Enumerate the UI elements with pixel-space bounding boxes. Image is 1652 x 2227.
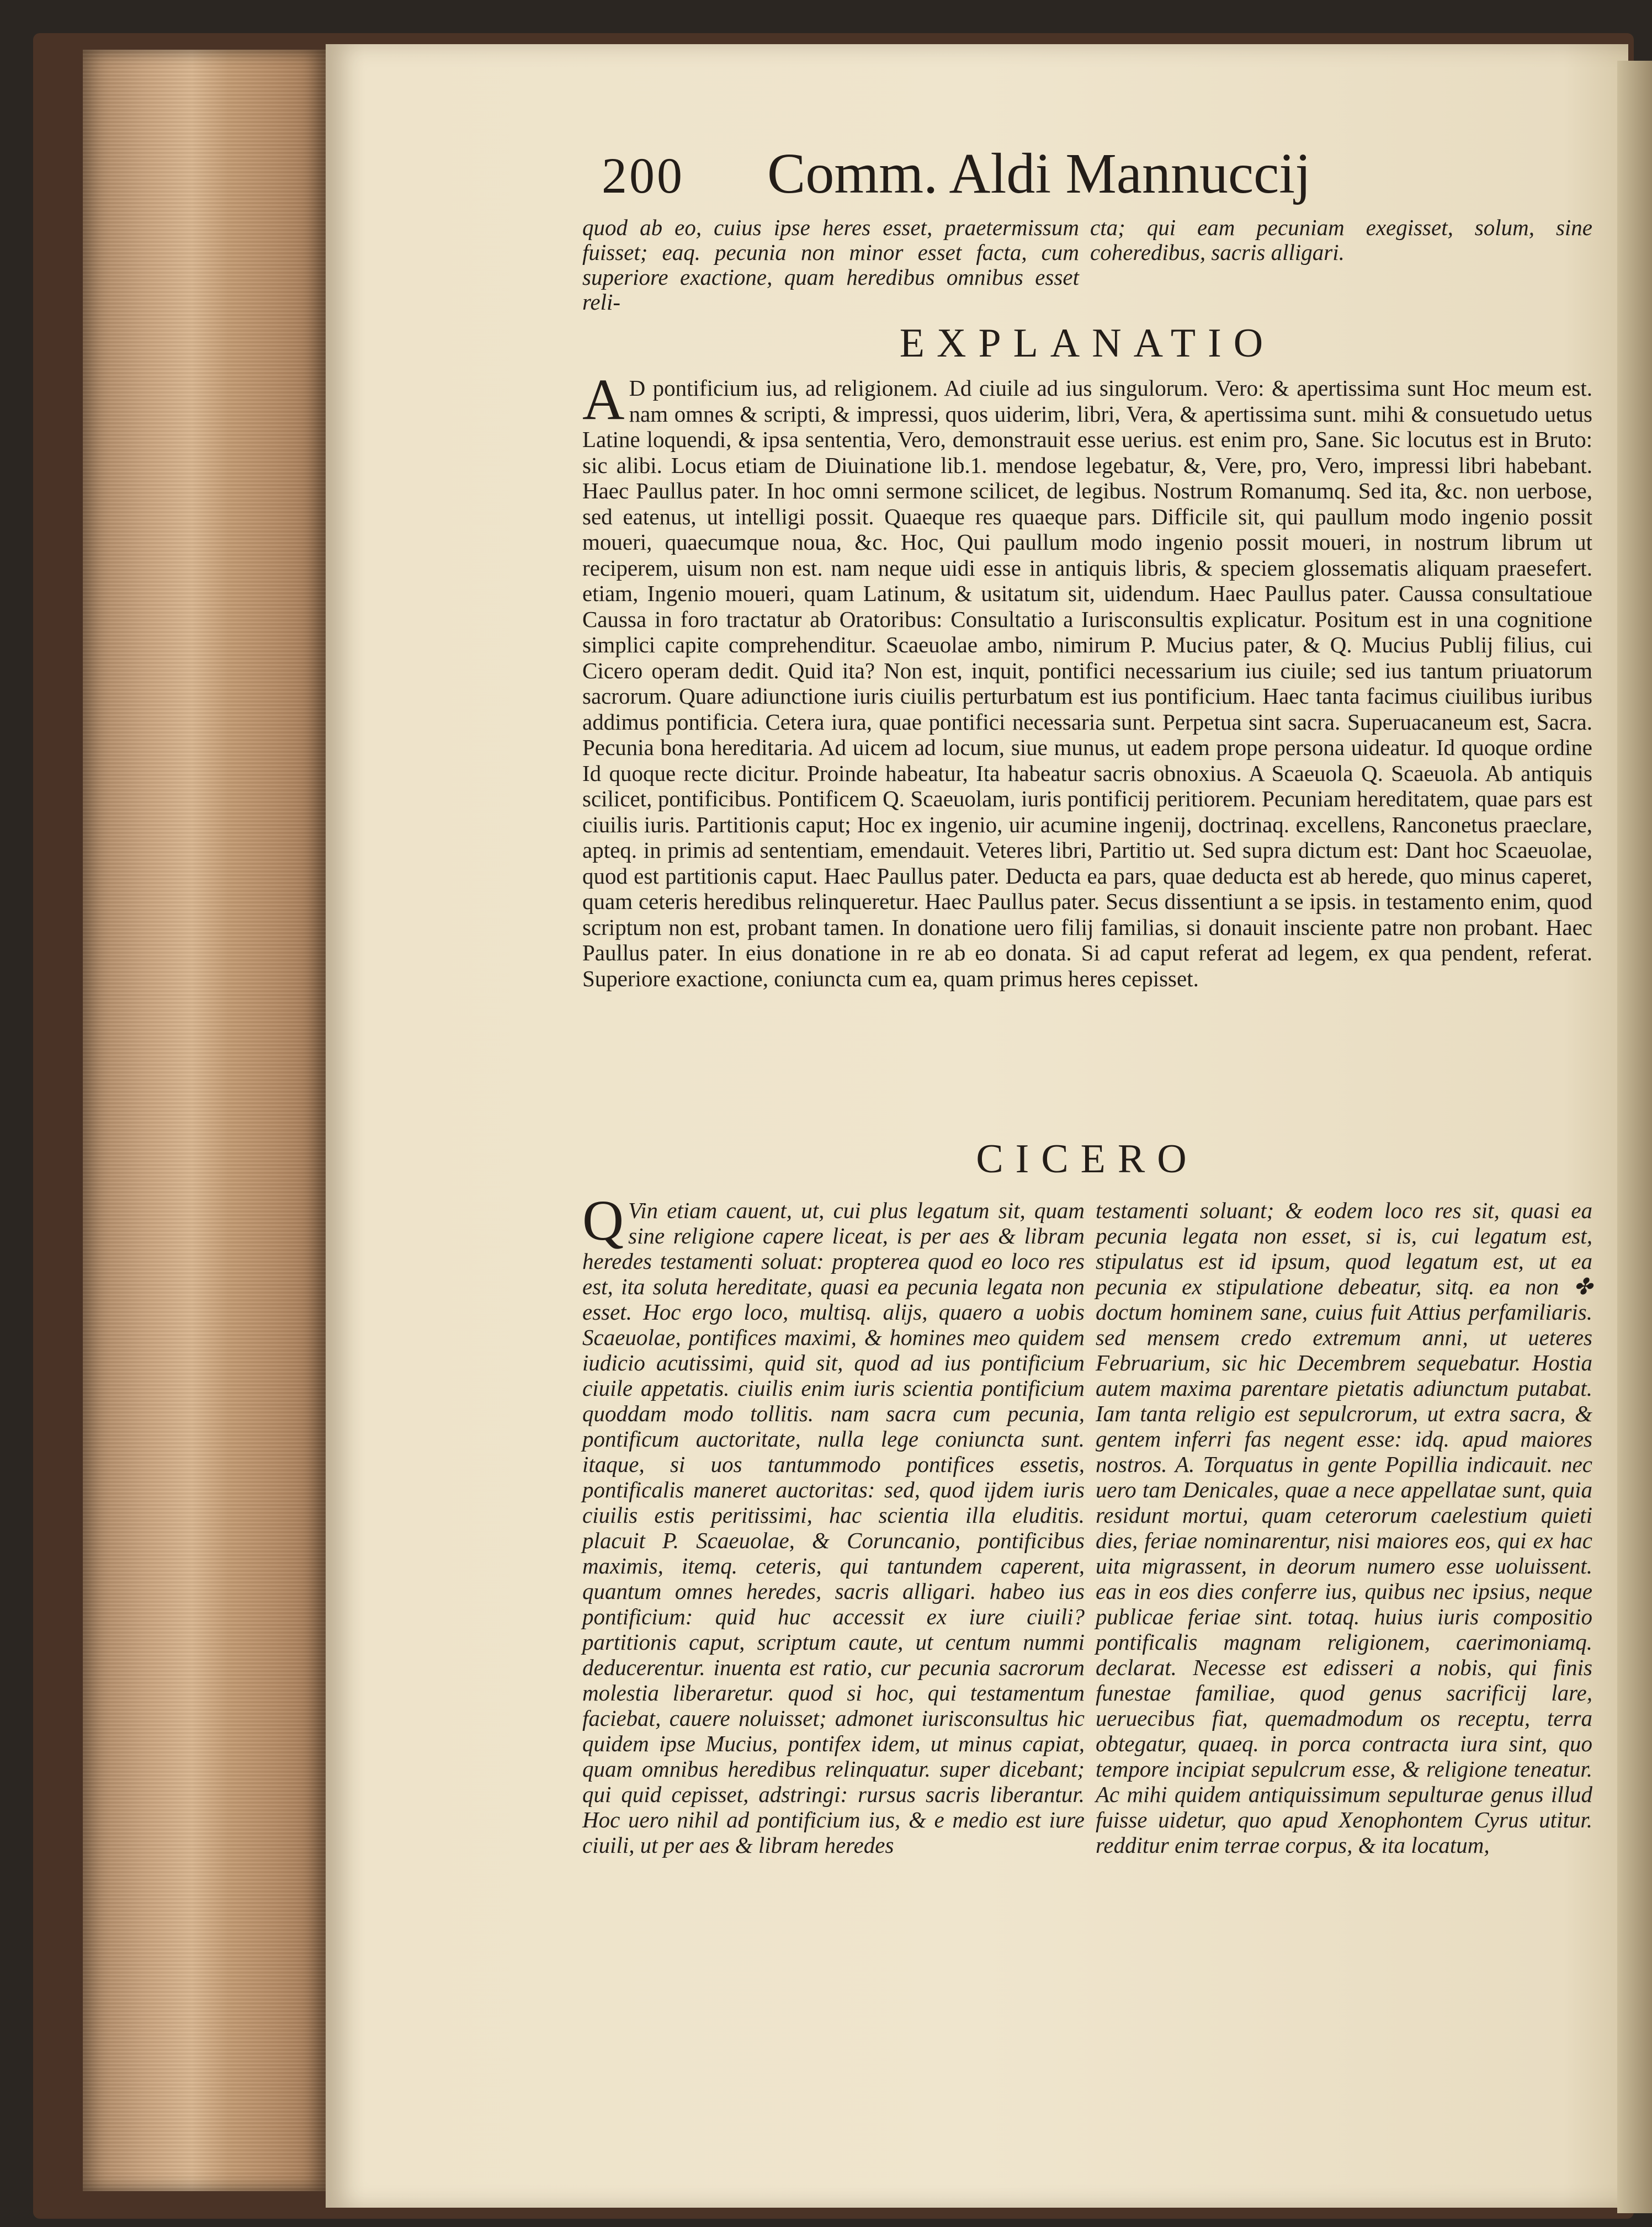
page-number: 200 bbox=[602, 147, 684, 204]
facing-page-edge bbox=[1617, 61, 1652, 2213]
explanatio-heading: EXPLANATIO bbox=[899, 321, 1276, 366]
continuation-left-text: quod ab eo, cuius ipse heres esset, praetermissum fuisset; eaq. pecunia non minor esset facta, cum superiore exactione, quam heredibus omnibus esset reli- bbox=[582, 215, 1079, 315]
cicero-right-text: testamenti soluant; & eodem loco res sit, quasi ea pecunia legata non esset, si is, cui legatum est, stipulatus est id ipsum, quod legatum est, ut ea pecunia ex stipulatione debeatur, sitq. ea non ✤ doctum hominem sane, cuius fuit Attius perfamiliaris. sed mensem credo extremum anni, ut ueteres Februarium, sic hic Decembrem sequebatur. Hostia autem maxima parentare pietatis adiunctum putabat. Iam tanta religio est sepulcrorum, ut extra sacra, & gentem inferri fas negent esse: idq. apud maiores nostros. A. Torquatus in gente Popillia indicauit. nec uero tam Denicales, quae a nece appellatae sunt, quia residunt mortui, quam ceterorum caelestium quieti dies, feriae nominarentur, nisi maiores eos, qui ex hac uita migrassent, in deorum numero esse uoluissent. eas in eos dies conferre ius, quibus nec ipsius, neque publicae feriae sint. totaq. huius iuris compositio pontificalis magnam religionem, caerimoniamq. declarat. Necesse est edisseri a nobis, qui finis funestae familiae, quod genus sacrificij lare, ueruecibus fiat, quemadmodum os receptu, terra obtegatur, quaeq. in porca contracta iura sint, quo tempore incipiat sepulcrum esse, & religione teneatur. Ac mihi quidem antiquissimum sepulturae genus illud fuisse uidetur, quo apud Xenophontem Cyrus utitur. redditur enim terrae corpus, & ita locatum, bbox=[1096, 1198, 1592, 1858]
cicero-heading: CICERO bbox=[976, 1136, 1199, 1182]
page-fore-edge bbox=[83, 50, 326, 2191]
cicero-left-paragraph bbox=[582, 1189, 1085, 1858]
running-title: Comm. Aldi Mannuccij bbox=[767, 142, 1311, 205]
explanatio-section bbox=[582, 367, 1592, 991]
explanatio-dropcap: A bbox=[582, 367, 625, 432]
book-page bbox=[326, 44, 1628, 2208]
cicero-right-column bbox=[1096, 1198, 1592, 1858]
cicero-left-text: Vin etiam cauent, ut, cui plus legatum sit, quam sine religione capere liceat, is per aes & libram heredes testamenti soluat: propterea quod eo loco res est, ita soluta hereditate, quasi ea pecunia legata non esset. Hoc ergo loco, multisq. alijs, quaero a uobis Scaeuolae, pontifices maximi, & homines meo quidem iudicio acutissimi, quid sit, quod ad ius pontificium ciuile appetatis. ciuilis enim iuris scientia pontificium quoddam modo tollitis. nam sacra cum pecunia, pontificum auctoritate, nulla lege coniuncta sunt. itaque, si uos tantummodo pontifices essetis, pontificalis maneret auctoritas: sed, quod ijdem iuris ciuilis estis peritissimi, hac scientia illa eluditis. placuit P. Scaeuolae, & Coruncanio, pontificibus maximis, itemq. ceteris, qui tantundem caperent, quantum omnes heredes, sacris alligari. habeo ius pontificium: quid huc accessit ex iure ciuili? partitionis caput, scriptum caute, ut centum nummi deducerentur. inuenta est ratio, cur pecunia sacrorum molestia liberaretur. quod si hoc, qui testamentum faciebat, cauere noluisset; admonet iurisconsultus hic quidem ipse Mucius, pontifex idem, ut minus capiat, quam omnibus heredibus relinquatur. super dicebant; qui quid cepisset, adstringi: rursus sacris liberantur. Hoc uero nihil ad pontificium ius, & e medio est iure ciuili, ut per aes & libram heredes bbox=[582, 1198, 1085, 1858]
continuation-left-column bbox=[582, 215, 1079, 315]
cicero-dropcap: Q bbox=[582, 1189, 624, 1252]
explanatio-paragraph bbox=[582, 367, 1592, 991]
cicero-left-column bbox=[582, 1189, 1085, 1858]
explanatio-text: D pontificium ius, ad religionem. Ad ciuile ad ius singulorum. Vero: & apertissima sunt Hoc meum est. nam omnes & scripti, & impressi, quos uiderim, libri, Vera, & apertissima sunt. mihi & consuetudo uetus Latine loquendi, & ipsa sententia, Vero, demonstrauit esse uerius. est enim pro, Sane. Sic locutus est in Bruto: sic alibi. Locus etiam de Diuinatione lib.1. mendose legebatur, &, Vere, pro, Vero, impressi libri habebant. Haec Paullus pater. In hoc omni sermone scilicet, de legibus. Nostrum Romanumq. Sed ita, &c. non uerbose, sed eatenus, ut intelligi possit. Quaeque res quaeque pars. Difficile sit, qui paullum modo ingenio possit moueri, quaecumque noua, &c. Hoc, Qui paullum modo ingenio possit moueri, in nostrum librum ut reciperem, uisum non est. nam neque uidi esse in antiquis libris, & speciem glossematis aliquam praesefert. etiam, Ingenio moueri, quam Latinum, & usitatum sit, uidendum. Haec Paullus pater. Caussa consultatioue Caussa in foro tractatur ab Oratoribus: Consultatio a Iurisconsultis explicatur. Positum est in una cognitione simplici capite comprehenditur. Scaeuolae ambo, nimirum P. Mucius pater, & Q. Mucius Publij filius, cui Cicero operam dedit. Quid ita? Non est, inquit, pontifici necessarium ius ciuile; sed ius tantum priuatorum sacrorum. Quare adiunctione iuris ciuilis perturbatum est ius pontificium. Haec tanta facimus ciuilibus iuribus addimus pontificia. Cetera iura, quae pontifici necessaria sunt. Perpetua sint sacra. Superuacaneum est, Sacra. Pecunia bona hereditaria. Ad uicem ad locum, siue munus, ut eadem prope persona uideatur. Id quoque ordine Id quoque recte dicitur. Proinde habeatur, Ita habeatur sacris obnoxius. A Scaeuola Q. Scaeuola. Ab antiquis scilicet, pontificibus. Pontificem Q. Scaeuolam, iuris pontificij peritiorem. Pecuniam hereditatem, quae pars est ciuilis iuris. Partitionis caput; Hoc ex ingenio, uir acumine ingenij, doctrinaq. excellens, Ranconetus praeclare, apteq. in primis ad sententiam, emendauit. Veteres libri, Partitio ut. Sed supra dictum est: Dant hoc Scaeuolae, quod est partitionis caput. Haec Paullus pater. Deducta ea pars, quae deducta est ab herede, quo minus caperet, quam ceteris heredibus relinqueretur. Haec Paullus pater. Secus dissentiunt a se ipsis. in testamento enim, quod scriptum non est, probant tamen. In donatione uero filij familias, si donauit insciente patre non probant. Haec Paullus pater. In eius donatione in re ab eo donata. Si ad caput referat ad legem, ex qua pendent, referat. Superiore exactione, coniuncta cum ea, quam primus heres cepisset. bbox=[582, 375, 1592, 991]
running-head bbox=[602, 141, 1385, 224]
continuation-right-text: cta; qui eam pecuniam exegisset, solum, sine coheredibus, sacris alligari. bbox=[1090, 215, 1592, 265]
continuation-right-column bbox=[1090, 215, 1592, 265]
